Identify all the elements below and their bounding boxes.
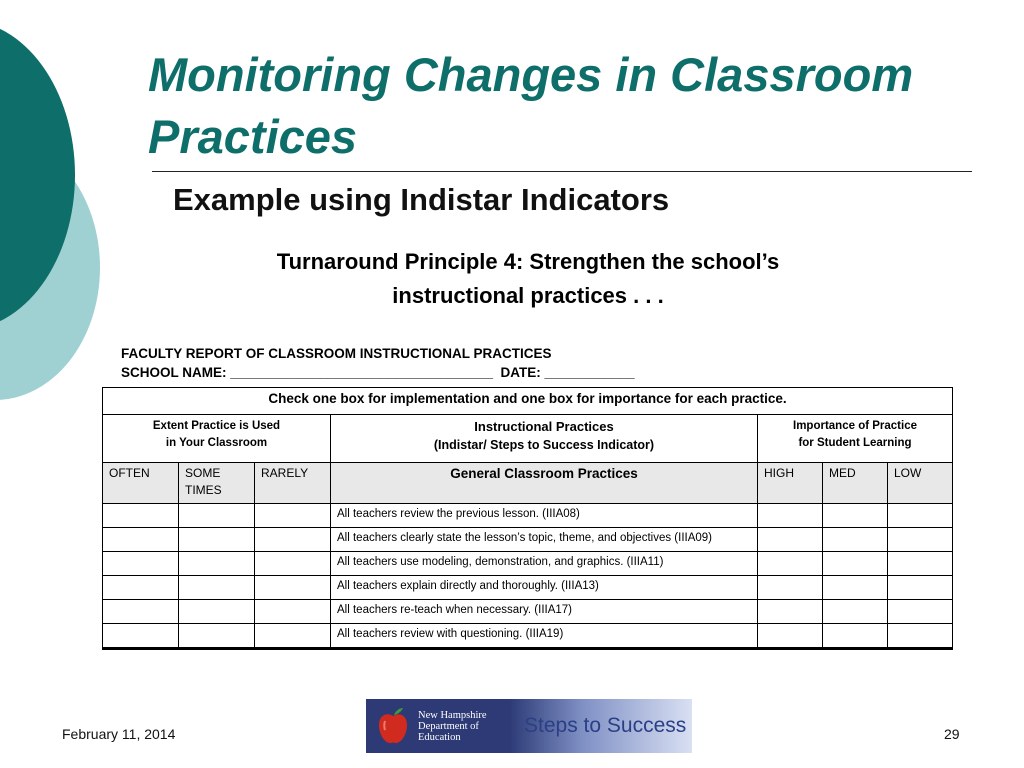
col-high: HIGH xyxy=(758,463,823,504)
rarely-checkbox[interactable] xyxy=(255,504,331,528)
table-row xyxy=(103,528,953,552)
rarely-checkbox[interactable] xyxy=(255,600,331,624)
some-times-checkbox[interactable] xyxy=(179,528,255,552)
school-name-line: SCHOOL NAME: ___________________________________ DATE: ____________ xyxy=(121,365,635,380)
some-times-checkbox[interactable] xyxy=(179,504,255,528)
importance-header-line-2: for Student Learning xyxy=(798,437,912,449)
instructional-header-line-2: (Indistar/ Steps to Success Indicator) xyxy=(433,438,655,452)
nh-doe-logo xyxy=(366,699,692,753)
often-checkbox[interactable] xyxy=(103,624,179,649)
low-checkbox[interactable] xyxy=(888,624,953,649)
instructional-header-line-1: Instructional Practices xyxy=(474,419,614,434)
rarely-checkbox[interactable] xyxy=(255,576,331,600)
med-checkbox[interactable] xyxy=(823,528,888,552)
table-row xyxy=(103,600,953,624)
importance-header-line-1: Importance of Practice xyxy=(793,420,917,432)
some-times-checkbox[interactable] xyxy=(179,576,255,600)
report-header xyxy=(121,344,635,382)
logo-department-text xyxy=(418,710,518,743)
rarely-checkbox[interactable] xyxy=(255,528,331,552)
med-checkbox[interactable] xyxy=(823,600,888,624)
col-low: LOW xyxy=(888,463,953,504)
high-checkbox[interactable] xyxy=(758,624,823,649)
practice-text: All teachers explain directly and thoroughly. (IIIA13) xyxy=(331,576,758,600)
table-row xyxy=(103,504,953,528)
col-some-times: SOME TIMES xyxy=(179,463,255,504)
practices-form-table xyxy=(102,387,953,650)
table-row xyxy=(103,576,953,600)
low-checkbox[interactable] xyxy=(888,504,953,528)
practice-text: All teachers clearly state the lesson’s topic, theme, and objectives (IIIA09) xyxy=(331,528,758,552)
high-checkbox[interactable] xyxy=(758,504,823,528)
high-checkbox[interactable] xyxy=(758,528,823,552)
rarely-checkbox[interactable] xyxy=(255,624,331,649)
practice-text: All teachers use modeling, demonstration, and graphics. (IIIA11) xyxy=(331,552,758,576)
extent-header-line-2: in Your Classroom xyxy=(165,437,268,449)
col-general-practices: General Classroom Practices xyxy=(331,463,758,504)
med-checkbox[interactable] xyxy=(823,576,888,600)
low-checkbox[interactable] xyxy=(888,576,953,600)
table-row xyxy=(103,552,953,576)
practice-text: All teachers review the previous lesson. (IIIA08) xyxy=(331,504,758,528)
high-checkbox[interactable] xyxy=(758,552,823,576)
low-checkbox[interactable] xyxy=(888,552,953,576)
extent-header-line-1: Extent Practice is Used xyxy=(152,420,281,432)
footer-date: February 11, 2014 xyxy=(62,726,176,742)
slide-subtitle: Example using Indistar Indicators xyxy=(173,182,670,217)
extent-header xyxy=(103,415,331,463)
often-checkbox[interactable] xyxy=(103,600,179,624)
practice-text: All teachers re-teach when necessary. (IIIA17) xyxy=(331,600,758,624)
some-times-checkbox[interactable] xyxy=(179,600,255,624)
col-often: OFTEN xyxy=(103,463,179,504)
often-checkbox[interactable] xyxy=(103,504,179,528)
logo-line-2: Department of xyxy=(418,720,479,732)
principle-line-2: instructional practices . . . xyxy=(392,283,664,308)
rarely-checkbox[interactable] xyxy=(255,552,331,576)
low-checkbox[interactable] xyxy=(888,600,953,624)
importance-header xyxy=(758,415,953,463)
logo-tagline: Steps to Success xyxy=(524,714,687,737)
practice-text: All teachers review with questioning. (IIIA19) xyxy=(331,624,758,649)
apple-icon xyxy=(376,706,410,746)
often-checkbox[interactable] xyxy=(103,576,179,600)
instructional-practices-header xyxy=(331,415,758,463)
med-checkbox[interactable] xyxy=(823,552,888,576)
col-rarely: RARELY xyxy=(255,463,331,504)
often-checkbox[interactable] xyxy=(103,552,179,576)
med-checkbox[interactable] xyxy=(823,624,888,649)
often-checkbox[interactable] xyxy=(103,528,179,552)
some-times-checkbox[interactable] xyxy=(179,552,255,576)
slide-number: 29 xyxy=(944,726,960,742)
logo-line-3: Education xyxy=(418,731,461,743)
high-checkbox[interactable] xyxy=(758,600,823,624)
report-heading: FACULTY REPORT OF CLASSROOM INSTRUCTIONAL PRACTICES xyxy=(121,346,552,361)
table-row xyxy=(103,624,953,649)
logo-line-1: New Hampshire xyxy=(418,709,487,721)
med-checkbox[interactable] xyxy=(823,504,888,528)
col-med: MED xyxy=(823,463,888,504)
principle-text xyxy=(200,245,856,313)
title-divider xyxy=(152,171,972,172)
high-checkbox[interactable] xyxy=(758,576,823,600)
instructions-cell: Check one box for implementation and one box for importance for each practice. xyxy=(103,388,953,415)
principle-line-1: Turnaround Principle 4: Strengthen the school’s xyxy=(276,249,780,274)
low-checkbox[interactable] xyxy=(888,528,953,552)
slide-title: Monitoring Changes in Classroom Practices xyxy=(148,48,914,163)
some-times-checkbox[interactable] xyxy=(179,624,255,649)
